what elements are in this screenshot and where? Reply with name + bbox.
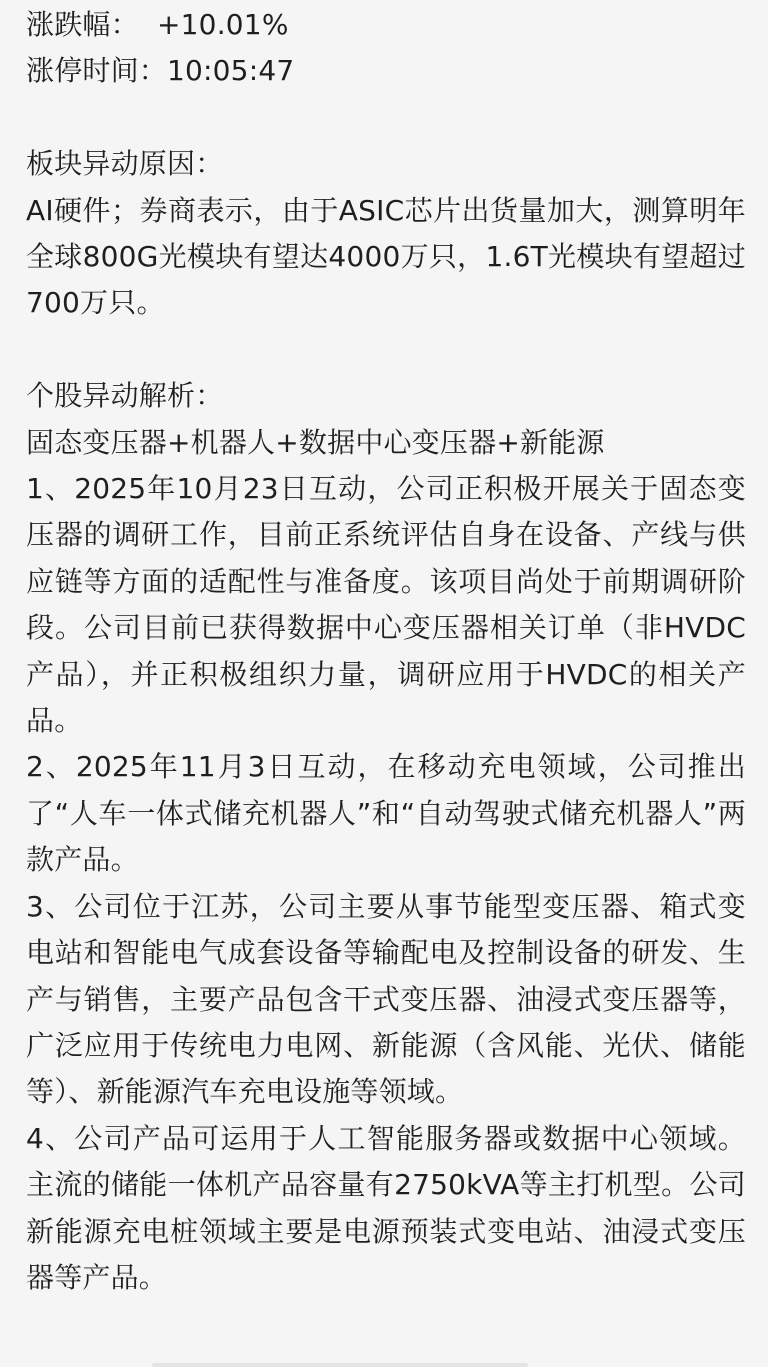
home-indicator: [152, 1363, 528, 1367]
stock-point-2: 2、2025年11月3日互动，在移动充电领域，公司推出了“人车一体式储充机器人”和“自动驾驶式储充机器人”两款产品。: [26, 750, 746, 877]
sector-heading: 板块异动原因：: [26, 147, 224, 181]
spacer: [26, 95, 746, 141]
sector-reason: AI硬件；券商表示，由于ASIC芯片出货量加大，测算明年全球800G光模块有望达4000万只，1.6T光模块有望超过700万只。: [26, 193, 746, 320]
spacer: [26, 327, 746, 373]
limit-up-time: 涨停时间：10:05:47: [26, 54, 295, 88]
stock-point-3: 3、公司位于江苏，公司主要从事节能型变压器、箱式变电站和智能电气成套设备等输配电及控制设备的研发、生产与销售，主要产品包含干式变压器、油浸式变压器等，广泛应用于传统电力电网、新能源（含风能、光伏、储能等）、新能源汽车充电设施等领域。: [26, 889, 746, 1109]
stock-point-1: 1、2025年10月23日互动，公司正积极开展关于固态变压器的调研工作，目前正系统评估自身在设备、产线与供应链等方面的适配性与准备度。该项目尚处于前期调研阶段。公司目前已获得数据中心变压器相关订单（非HVDC产品），并正积极组织力量，调研应用于HVDC的相关产品。: [26, 472, 746, 738]
stock-heading: 个股异动解析：: [26, 379, 224, 413]
stock-point-4: 4、公司产品可运用于人工智能服务器或数据中心领域。主流的储能一体机产品容量有2750kVA等主打机型。公司新能源充电桩领域主要是电源预装式变电站、油浸式变压器等产品。: [26, 1121, 746, 1294]
change-percent: 涨跌幅： +10.01%: [26, 8, 289, 41]
article-body: [26, 2, 746, 1301]
stock-tags: 固态变压器+机器人+数据中心变压器+新能源: [26, 425, 605, 459]
